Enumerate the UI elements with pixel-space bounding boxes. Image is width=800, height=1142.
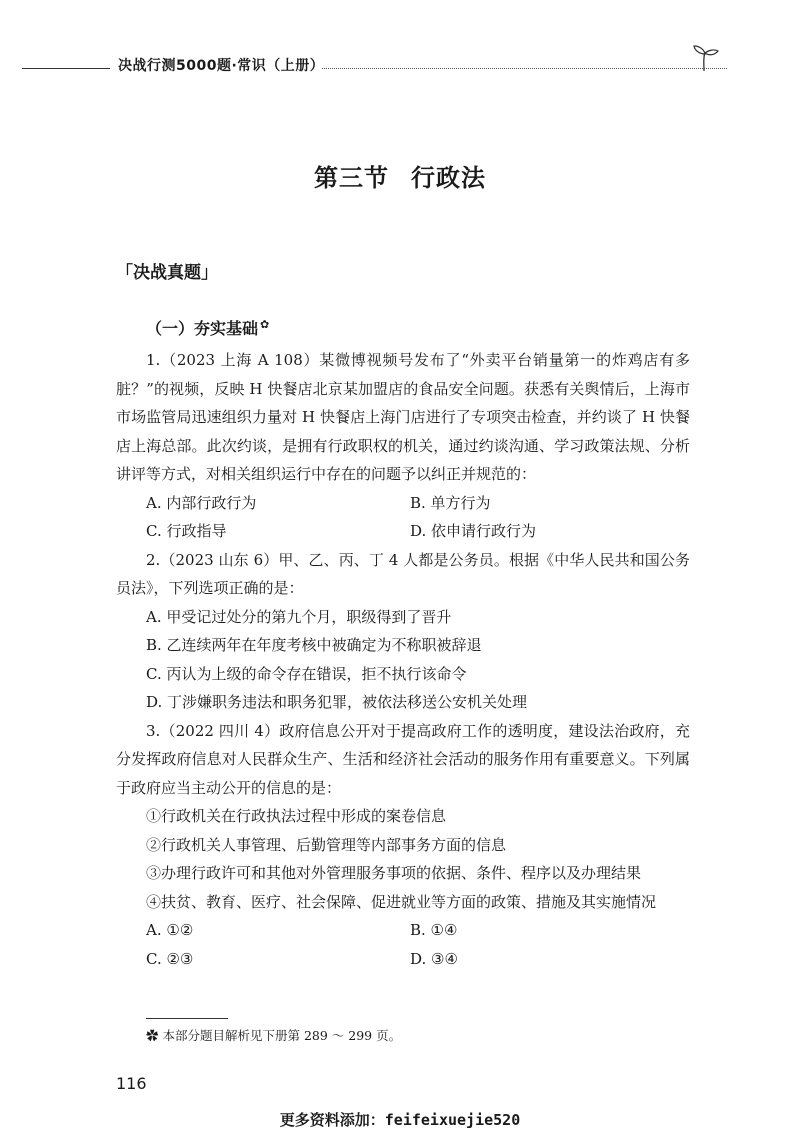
promo-line <box>0 1109 800 1130</box>
header-rule-left <box>22 68 110 69</box>
running-header <box>22 52 742 80</box>
statement-item: ④扶贫、教育、医疗、社会保障、促进就业等方面的政策、措施及其实施情况 <box>146 892 657 911</box>
subsection-label: （一）夯实基础 <box>146 319 259 338</box>
option-b: B. 单方行为 <box>410 493 491 512</box>
statement-item: ③办理行政许可和其他对外管理服务事项的依据、条件、程序以及办理结果 <box>146 864 642 882</box>
footnote-rule <box>146 1018 228 1019</box>
section-title <box>0 158 800 193</box>
promo-handle: feifeixuejie520 <box>384 1111 521 1129</box>
zhenti-heading: 「决战真题」 <box>116 263 218 283</box>
option-c: C. 丙认为上级的命令存在错误，拒不执行该命令 <box>146 664 467 683</box>
header-rule-right <box>322 68 727 69</box>
question-stem: 2.（2023 山东 6）甲、乙、丙、丁 4 人都是公务员。根据《中华人民共和国公务员法》，下列选项正确的是： <box>116 550 690 597</box>
statement-item: ①行政机关在行政执法过程中形成的案卷信息 <box>146 807 447 825</box>
sprout-icon <box>690 44 720 72</box>
option-d: D. 依申请行政行为 <box>410 522 537 540</box>
section-number: 第三节 <box>314 164 389 192</box>
question-stem: 3.（2022 四川 4）政府信息公开对于提高政府工作的透明度，建设法治政府，充分发挥政府信息对人民群众生产、生活和经济社会活动的服务作用有重要意义。下列属于政府应当主动公开的信息的是： <box>116 721 690 797</box>
promo-prefix: 更多资料添加： <box>279 1111 385 1129</box>
subsection-heading <box>146 316 269 339</box>
flower-note-icon: ✿ <box>260 317 270 331</box>
statement-item: ②行政机关人事管理、后勤管理等内部事务方面的信息 <box>146 835 507 854</box>
option-c: C. ②③ <box>146 949 194 968</box>
option-b: B. ①④ <box>410 921 458 939</box>
option-b: B. 乙连续两年在年度考核中被确定为不称职被辞退 <box>146 636 482 654</box>
section-name: 行政法 <box>411 164 486 192</box>
option-row <box>116 916 690 945</box>
option-a: A. ①② <box>146 921 194 939</box>
footnote: ✿ 本部分题目解析见下册第 289 ～ 299 页。 <box>146 1028 402 1043</box>
question-stem: 1.（2023 上海 A 108）某微博视频号发布了“外卖平台销量第一的炸鸡店有多脏？”的视频，反映 H 快餐店北京某加盟店的食品安全问题。获悉有关舆情后，上海市市场监管局迅速组织力量对 H 快餐店上海门店进行了专项突击检查，并约谈了 H 快餐店上海总部。此次约谈，是拥有行政职权的机关，通过约谈沟通、学习政策法规、分析讲评等方式，对相关组织运行中存在的问题予以纠正并规范的： <box>116 351 690 483</box>
page-number: 116 <box>116 1074 147 1093</box>
option-a: A. 甲受记过处分的第九个月，职级得到了晋升 <box>146 607 452 626</box>
option-d: D. 丁涉嫌职务违法和职务犯罪，被依法移送公安机关处理 <box>146 693 528 711</box>
option-c: C. 行政指导 <box>146 522 227 540</box>
book-title: 决战行测5000题·常识（上册） <box>118 58 325 74</box>
option-row <box>116 945 690 974</box>
option-d: D. ③④ <box>410 949 458 968</box>
option-a: A. 内部行政行为 <box>146 493 257 512</box>
option-row <box>116 517 690 546</box>
option-row <box>116 489 690 518</box>
question-list <box>116 346 690 973</box>
